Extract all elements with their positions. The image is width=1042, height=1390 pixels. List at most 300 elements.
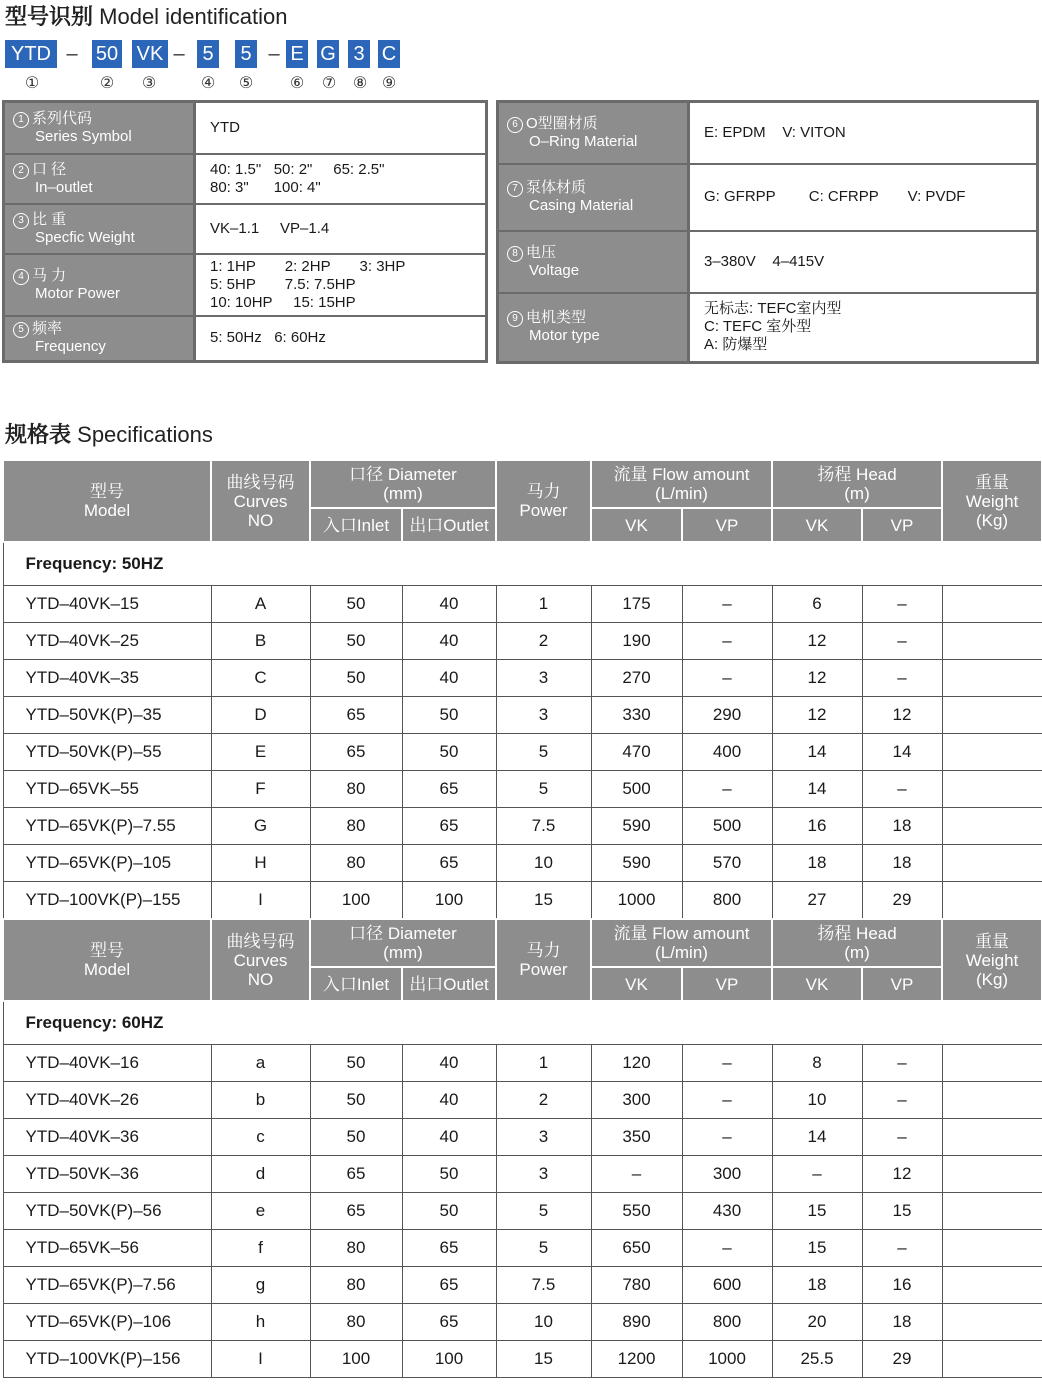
cell-curve: I: [211, 1341, 310, 1378]
id-label-cn: 电压: [526, 243, 557, 261]
cell-weight: [942, 1304, 1042, 1341]
code-number: ⑨: [381, 75, 397, 92]
id-number: 6: [507, 117, 523, 133]
table-row: [3, 1045, 1042, 1082]
cell-inlet: 50: [310, 1119, 402, 1156]
cell-weight: [942, 808, 1042, 845]
header-diameter: 口径 Diameter (mm): [310, 460, 496, 508]
code-part-series: YTD: [5, 40, 57, 68]
cell-model: YTD–65VK(P)–106: [3, 1304, 211, 1341]
cell-outlet: 50: [402, 1193, 496, 1230]
cell-outlet: 65: [402, 808, 496, 845]
cell-curve: C: [211, 660, 310, 697]
cell-curve: f: [211, 1230, 310, 1267]
cell-flow-vp: 570: [682, 845, 772, 882]
cell-power: 15: [496, 882, 591, 920]
cell-head-vk: 14: [772, 734, 862, 771]
cell-inlet: 80: [310, 1267, 402, 1304]
cell-head-vk: 12: [772, 697, 862, 734]
cell-curve: e: [211, 1193, 310, 1230]
cell-model: YTD–100VK(P)–155: [3, 882, 211, 920]
table-row: [3, 1156, 1042, 1193]
cell-power: 10: [496, 845, 591, 882]
id-label-cn: 口 径: [32, 160, 67, 178]
table-row: [3, 845, 1042, 882]
cell-flow-vk: 890: [591, 1304, 682, 1341]
cell-flow-vk: 470: [591, 734, 682, 771]
cell-power: 7.5: [496, 808, 591, 845]
cell-weight: [942, 1193, 1042, 1230]
cell-flow-vp: 800: [682, 1304, 772, 1341]
id-value: [689, 102, 1038, 164]
cell-flow-vp: –: [682, 1230, 772, 1267]
cell-weight: [942, 734, 1042, 771]
cell-head-vk: 8: [772, 1045, 862, 1082]
table-row: [3, 623, 1042, 660]
code-number: ⑥: [289, 75, 305, 92]
id-label: [4, 102, 195, 154]
id-number: 3: [13, 213, 29, 229]
cell-power: 15: [496, 1341, 591, 1378]
cell-flow-vk: 500: [591, 771, 682, 808]
code-number: ⑧: [352, 75, 368, 92]
cell-power: 10: [496, 1304, 591, 1341]
id-value: [195, 204, 487, 254]
cell-flow-vk: 1000: [591, 882, 682, 920]
cell-outlet: 40: [402, 1045, 496, 1082]
cell-flow-vp: 430: [682, 1193, 772, 1230]
cell-outlet: 100: [402, 1341, 496, 1378]
table-row: [3, 1082, 1042, 1119]
id-row: [498, 102, 1038, 164]
cell-flow-vp: 290: [682, 697, 772, 734]
cell-model: YTD–65VK(P)–7.56: [3, 1267, 211, 1304]
cell-flow-vk: 350: [591, 1119, 682, 1156]
cell-weight: [942, 1082, 1042, 1119]
id-value-line: G: GFRPP C: CFRPP V: PVDF: [704, 188, 966, 205]
id-value-line: VK–1.1 VP–1.4: [210, 219, 330, 237]
code-number: ①: [24, 75, 40, 92]
id-label-cn: 电机类型: [526, 309, 587, 327]
cell-outlet: 50: [402, 734, 496, 771]
cell-model: YTD–65VK–55: [3, 771, 211, 808]
cell-flow-vp: –: [682, 623, 772, 660]
table-row: [3, 1267, 1042, 1304]
code-number: ⑤: [238, 75, 254, 92]
cell-head-vk: 18: [772, 845, 862, 882]
cell-weight: [942, 586, 1042, 623]
cell-head-vp: 16: [862, 1267, 942, 1304]
cell-power: 3: [496, 660, 591, 697]
cell-head-vp: –: [862, 586, 942, 623]
code-number: ②: [99, 75, 115, 92]
cell-flow-vk: 330: [591, 697, 682, 734]
cell-power: 1: [496, 586, 591, 623]
cell-weight: [942, 697, 1042, 734]
cell-power: 5: [496, 1230, 591, 1267]
id-value: [195, 102, 487, 154]
cell-flow-vp: 1000: [682, 1341, 772, 1378]
cell-model: YTD–65VK–56: [3, 1230, 211, 1267]
cell-inlet: 100: [310, 1341, 402, 1378]
cell-power: 1: [496, 1045, 591, 1082]
code-part-frequency: 5: [235, 40, 257, 68]
cell-weight: [942, 1045, 1042, 1082]
code-number: ④: [200, 75, 216, 92]
id-label-en: Motor type: [529, 327, 600, 345]
cell-head-vk: 18: [772, 1267, 862, 1304]
cell-curve: A: [211, 586, 310, 623]
code-number: ⑦: [321, 75, 337, 92]
cell-power: 2: [496, 623, 591, 660]
cell-head-vp: 12: [862, 1156, 942, 1193]
cell-flow-vk: 120: [591, 1045, 682, 1082]
cell-flow-vp: 300: [682, 1156, 772, 1193]
cell-flow-vp: –: [682, 1045, 772, 1082]
cell-curve: H: [211, 845, 310, 882]
table-row: [3, 1230, 1042, 1267]
code-part-oring: E: [286, 40, 308, 68]
header-weight: 重量 Weight (Kg): [942, 919, 1042, 1001]
header-flow-vk: VK: [591, 967, 682, 1001]
cell-model: YTD–40VK–16: [3, 1045, 211, 1082]
cell-inlet: 80: [310, 1230, 402, 1267]
cell-curve: I: [211, 882, 310, 920]
cell-head-vp: 15: [862, 1193, 942, 1230]
cell-model: YTD–50VK–36: [3, 1156, 211, 1193]
cell-curve: h: [211, 1304, 310, 1341]
cell-head-vp: 18: [862, 808, 942, 845]
header-head-vk: VK: [772, 967, 862, 1001]
cell-outlet: 40: [402, 1119, 496, 1156]
cell-outlet: 65: [402, 845, 496, 882]
header-outlet: 出口Outlet: [402, 508, 496, 542]
cell-flow-vk: 190: [591, 623, 682, 660]
id-value: [689, 164, 1038, 231]
cell-head-vk: 15: [772, 1193, 862, 1230]
cell-flow-vp: 400: [682, 734, 772, 771]
id-label-cn: 泵体材质: [526, 179, 587, 196]
cell-curve: g: [211, 1267, 310, 1304]
id-row: [4, 254, 487, 316]
cell-model: YTD–100VK(P)–156: [3, 1341, 211, 1378]
header-curves: 曲线号码 Curves NO: [211, 919, 310, 1001]
header-inlet: 入口Inlet: [310, 508, 402, 542]
cell-flow-vk: –: [591, 1156, 682, 1193]
id-value: [689, 231, 1038, 293]
table-row: [3, 1193, 1042, 1230]
cell-head-vk: 16: [772, 808, 862, 845]
header-head-vp: VP: [862, 508, 942, 542]
model-id-title-en: Model identification: [99, 4, 288, 29]
cell-model: YTD–50VK(P)–55: [3, 734, 211, 771]
id-label-cn: O型圈材质: [526, 114, 598, 132]
cell-head-vp: –: [862, 1119, 942, 1156]
spec-table: [2, 459, 1042, 1378]
cell-head-vk: –: [772, 1156, 862, 1193]
cell-outlet: 40: [402, 1082, 496, 1119]
cell-power: 5: [496, 1193, 591, 1230]
cell-inlet: 65: [310, 734, 402, 771]
header-flow-vp: VP: [682, 967, 772, 1001]
cell-model: YTD–40VK–25: [3, 623, 211, 660]
cell-weight: [942, 1230, 1042, 1267]
cell-power: 7.5: [496, 1267, 591, 1304]
cell-outlet: 65: [402, 1267, 496, 1304]
id-label: [498, 102, 689, 164]
cell-flow-vp: 600: [682, 1267, 772, 1304]
id-label: [4, 204, 195, 254]
cell-weight: [942, 882, 1042, 920]
cell-curve: G: [211, 808, 310, 845]
frequency-label: Frequency: 50HZ: [3, 542, 1042, 586]
cell-model: YTD–50VK(P)–35: [3, 697, 211, 734]
table-row: [3, 808, 1042, 845]
id-label-en: Voltage: [529, 261, 580, 279]
id-row: [4, 154, 487, 204]
cell-inlet: 65: [310, 697, 402, 734]
cell-head-vk: 25.5: [772, 1341, 862, 1378]
id-value: [689, 293, 1038, 363]
cell-inlet: 80: [310, 808, 402, 845]
id-number: 7: [507, 181, 523, 197]
id-label: [498, 164, 689, 231]
model-id-title-cn: 型号识别: [5, 4, 94, 29]
id-label: [498, 231, 689, 293]
cell-power: 3: [496, 1156, 591, 1193]
cell-outlet: 50: [402, 697, 496, 734]
cell-weight: [942, 1341, 1042, 1378]
code-number: ③: [141, 75, 157, 92]
table-row: [3, 1304, 1042, 1341]
cell-power: 3: [496, 1119, 591, 1156]
header-weight: 重量 Weight (Kg): [942, 460, 1042, 542]
cell-inlet: 65: [310, 1193, 402, 1230]
spec-title-cn: 规格表: [5, 422, 72, 447]
cell-model: YTD–65VK(P)–7.55: [3, 808, 211, 845]
id-row: [4, 316, 487, 362]
id-row: [498, 164, 1038, 231]
id-number: 5: [13, 322, 29, 338]
cell-model: YTD–40VK–35: [3, 660, 211, 697]
id-number: 9: [507, 311, 523, 327]
id-label: [4, 316, 195, 362]
header-outlet: 出口Outlet: [402, 967, 496, 1001]
id-label-cn: 马 力: [32, 266, 67, 284]
id-value-line: 无标志: TEFC室内型: [704, 300, 842, 318]
cell-head-vp: 29: [862, 882, 942, 920]
cell-flow-vp: –: [682, 586, 772, 623]
cell-head-vk: 14: [772, 1119, 862, 1156]
cell-inlet: 100: [310, 882, 402, 920]
id-label-cn: 比 重: [32, 210, 67, 228]
cell-head-vk: 6: [772, 586, 862, 623]
id-value-line: 40: 1.5" 50: 2" 65: 2.5": [210, 160, 385, 178]
id-row: [4, 102, 487, 154]
id-row: [4, 204, 487, 254]
header-curves: 曲线号码 Curves NO: [211, 460, 310, 542]
model-id-heading: [5, 0, 287, 31]
header-flow: 流量 Flow amount (L/min): [591, 919, 772, 967]
cell-head-vk: 20: [772, 1304, 862, 1341]
id-value-line: A: 防爆型: [704, 336, 768, 354]
cell-head-vp: 12: [862, 697, 942, 734]
cell-flow-vk: 590: [591, 808, 682, 845]
spec-header-row: [3, 460, 1042, 508]
cell-weight: [942, 1119, 1042, 1156]
cell-head-vp: –: [862, 1082, 942, 1119]
id-number: 2: [13, 163, 29, 179]
spec-header-row: [3, 919, 1042, 967]
cell-curve: d: [211, 1156, 310, 1193]
frequency-label: Frequency: 60HZ: [3, 1001, 1042, 1045]
cell-outlet: 65: [402, 1230, 496, 1267]
cell-head-vk: 12: [772, 660, 862, 697]
id-row: [498, 231, 1038, 293]
cell-inlet: 80: [310, 845, 402, 882]
id-label: [4, 254, 195, 316]
id-label-en: Series Symbol: [35, 127, 132, 145]
cell-inlet: 50: [310, 623, 402, 660]
cell-model: YTD–65VK(P)–105: [3, 845, 211, 882]
table-row: [3, 882, 1042, 920]
cell-curve: E: [211, 734, 310, 771]
cell-outlet: 100: [402, 882, 496, 920]
cell-outlet: 40: [402, 660, 496, 697]
code-dash: –: [66, 43, 78, 65]
cell-power: 5: [496, 771, 591, 808]
id-value-line: E: EPDM V: VITON: [704, 123, 846, 141]
cell-outlet: 40: [402, 623, 496, 660]
id-label-cn: 系列代码: [32, 109, 93, 127]
cell-inlet: 80: [310, 1304, 402, 1341]
id-value-line: YTD: [210, 118, 240, 136]
id-label-en: O–Ring Material: [529, 132, 638, 150]
cell-head-vk: 10: [772, 1082, 862, 1119]
header-model: 型号 Model: [3, 460, 211, 542]
id-value: [195, 154, 487, 204]
cell-head-vp: 18: [862, 1304, 942, 1341]
cell-flow-vk: 650: [591, 1230, 682, 1267]
table-row: [3, 660, 1042, 697]
table-row: [3, 586, 1042, 623]
cell-weight: [942, 1267, 1042, 1304]
cell-outlet: 65: [402, 771, 496, 808]
id-value-line: 3–380V 4–415V: [704, 252, 825, 270]
id-table-right: [496, 100, 1039, 364]
cell-inlet: 50: [310, 1045, 402, 1082]
id-table-left: [2, 100, 488, 363]
cell-power: 2: [496, 1082, 591, 1119]
cell-flow-vk: 175: [591, 586, 682, 623]
cell-head-vk: 12: [772, 623, 862, 660]
cell-curve: c: [211, 1119, 310, 1156]
table-row: [3, 734, 1042, 771]
cell-head-vk: 27: [772, 882, 862, 920]
cell-curve: b: [211, 1082, 310, 1119]
cell-head-vk: 15: [772, 1230, 862, 1267]
id-label-cn: 频率: [32, 320, 63, 338]
id-number: 8: [507, 246, 523, 262]
cell-outlet: 50: [402, 1156, 496, 1193]
cell-flow-vp: –: [682, 660, 772, 697]
table-row: [3, 1119, 1042, 1156]
cell-curve: F: [211, 771, 310, 808]
id-label: [4, 154, 195, 204]
frequency-row: [3, 542, 1042, 586]
id-value-line: 5: 50Hz 6: 60Hz: [210, 329, 326, 347]
header-model: 型号 Model: [3, 919, 211, 1001]
code-part-motor: C: [378, 40, 400, 68]
id-value: [195, 316, 487, 362]
cell-weight: [942, 623, 1042, 660]
cell-weight: [942, 1156, 1042, 1193]
id-value-line: C: TEFC 室外型: [704, 318, 812, 336]
code-part-diameter: 50: [92, 40, 122, 68]
id-value: [195, 254, 487, 316]
id-label-en: Frequency: [35, 338, 106, 356]
cell-inlet: 50: [310, 660, 402, 697]
code-dash: –: [173, 43, 185, 65]
cell-curve: B: [211, 623, 310, 660]
cell-head-vp: –: [862, 1045, 942, 1082]
cell-flow-vp: –: [682, 1082, 772, 1119]
table-row: [3, 771, 1042, 808]
id-value-line: 5: 5HP 7.5: 7.5HP: [210, 275, 356, 293]
id-value-line: 80: 3" 100: 4": [210, 178, 321, 196]
code-part-power: 5: [197, 40, 219, 68]
cell-flow-vp: –: [682, 1119, 772, 1156]
header-flow-vk: VK: [591, 508, 682, 542]
cell-flow-vk: 780: [591, 1267, 682, 1304]
cell-inlet: 50: [310, 586, 402, 623]
id-row: [498, 293, 1038, 363]
header-power: 马力 Power: [496, 919, 591, 1001]
header-power: 马力 Power: [496, 460, 591, 542]
cell-flow-vk: 550: [591, 1193, 682, 1230]
cell-model: YTD–40VK–36: [3, 1119, 211, 1156]
cell-head-vp: 18: [862, 845, 942, 882]
cell-head-vp: –: [862, 623, 942, 660]
id-label: [498, 293, 689, 363]
cell-inlet: 65: [310, 1156, 402, 1193]
cell-weight: [942, 771, 1042, 808]
cell-model: YTD–50VK(P)–56: [3, 1193, 211, 1230]
header-head-vk: VK: [772, 508, 862, 542]
cell-flow-vp: 500: [682, 808, 772, 845]
id-label-en: Specfic Weight: [35, 228, 135, 246]
cell-head-vp: 14: [862, 734, 942, 771]
cell-power: 3: [496, 697, 591, 734]
id-label-en: Motor Power: [35, 284, 121, 302]
id-label-en: In–outlet: [35, 178, 93, 196]
frequency-row: [3, 1001, 1042, 1045]
id-value-line: 1: 1HP 2: 2HP 3: 3HP: [210, 257, 406, 275]
cell-model: YTD–40VK–26: [3, 1082, 211, 1119]
cell-flow-vk: 590: [591, 845, 682, 882]
header-diameter: 口径 Diameter (mm): [310, 919, 496, 967]
cell-head-vp: –: [862, 660, 942, 697]
id-value-line: 10: 10HP 15: 15HP: [210, 293, 356, 311]
header-flow-vp: VP: [682, 508, 772, 542]
cell-outlet: 40: [402, 586, 496, 623]
cell-head-vp: –: [862, 1230, 942, 1267]
table-row: [3, 697, 1042, 734]
cell-power: 5: [496, 734, 591, 771]
id-number: 1: [13, 112, 29, 128]
spec-heading: [5, 418, 213, 449]
id-number: 4: [13, 269, 29, 285]
